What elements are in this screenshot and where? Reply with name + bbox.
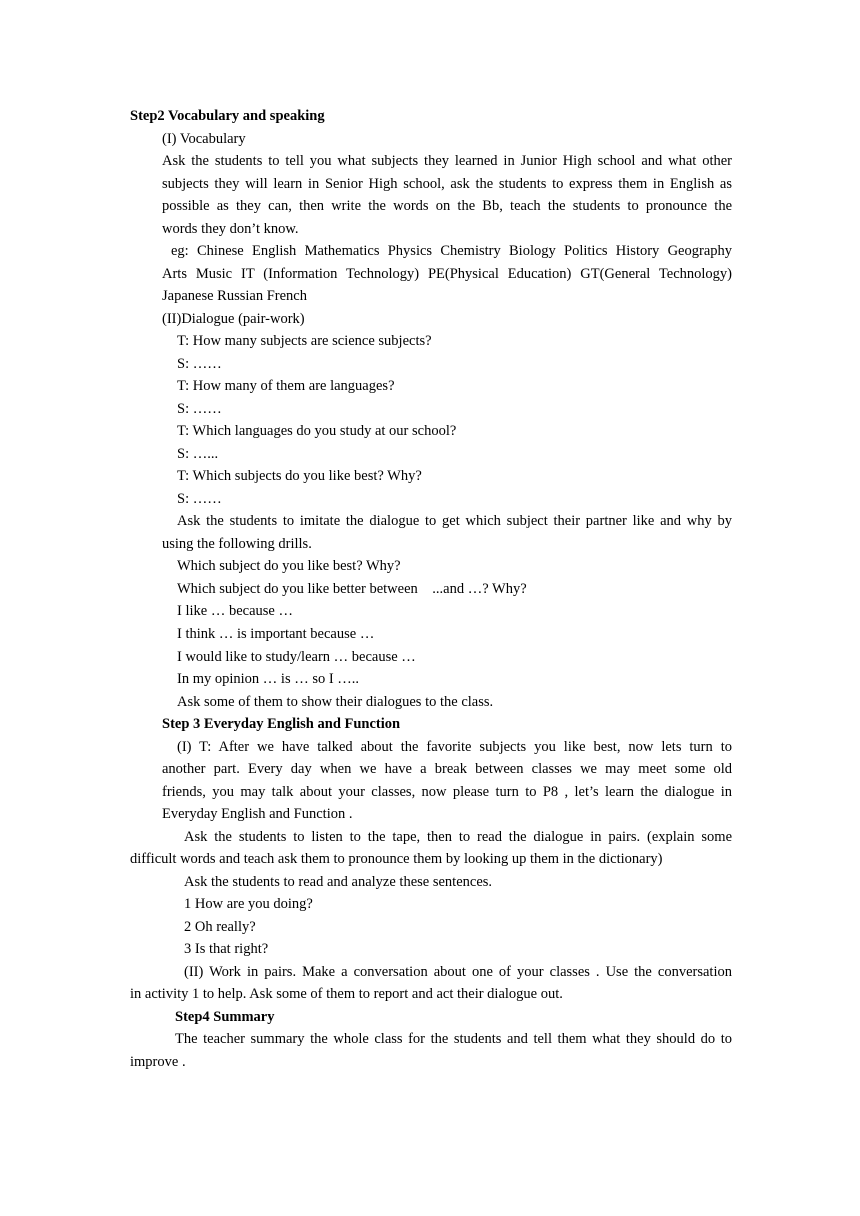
vocabulary-paragraph-line: Ask the students to tell you what subjects they learned in Junior High school and what other xyxy=(162,153,732,169)
drill-line: I would like to study/learn … because … xyxy=(177,649,416,665)
dialogue-line: S: …… xyxy=(177,491,222,507)
vocabulary-paragraph-line: subjects they will learn in Senior High school, ask the students to express them in English as xyxy=(162,176,732,192)
dialogue-line: T: Which languages do you study at our school? xyxy=(177,423,457,439)
pair-work-line: (II) Work in pairs. Make a conversation about one of your classes . Use the conversation xyxy=(184,964,732,980)
dialogue-line: T: How many of them are languages? xyxy=(177,378,395,394)
dialogue-line: S: …... xyxy=(177,446,219,462)
step3-paragraph-line: (I) T: After we have talked about the favorite subjects you like best, now lets turn to xyxy=(177,739,732,755)
listen-instruction-line: Ask the students to listen to the tape, then to read the dialogue in pairs. (explain some xyxy=(184,829,732,845)
summary-paragraph-line: The teacher summary the whole class for the students and tell them what they should do to xyxy=(175,1031,732,1047)
step3-paragraph-line: Everyday English and Function . xyxy=(162,806,353,822)
sentence-item: 3 Is that right? xyxy=(184,941,269,957)
drill-line: I like … because … xyxy=(177,603,293,619)
imitate-instruction-line: using the following drills. xyxy=(162,536,312,552)
vocabulary-paragraph-line: words they don’t know. xyxy=(162,221,299,237)
step3-paragraph-line: another part. Every day when we have a break between classes we may meet some old xyxy=(162,761,732,777)
analyze-instruction: Ask the students to read and analyze these sentences. xyxy=(184,874,493,890)
step3-heading: Step 3 Everyday English and Function xyxy=(162,716,401,732)
summary-paragraph-line: improve . xyxy=(130,1054,186,1070)
dialogue-line: T: Which subjects do you like best? Why? xyxy=(177,468,422,484)
pair-work-line: in activity 1 to help. Ask some of them to report and act their dialogue out. xyxy=(130,986,563,1002)
listen-instruction-line: difficult words and teach ask them to pronounce them by looking up them in the dictionary) xyxy=(130,851,663,867)
sentence-item: 2 Oh really? xyxy=(184,919,256,935)
step2-heading: Step2 Vocabulary and speaking xyxy=(130,108,325,124)
drill-line: Ask some of them to show their dialogues to the class. xyxy=(177,694,494,710)
drill-line: I think … is important because … xyxy=(177,626,375,642)
dialogue-line: S: …… xyxy=(177,401,222,417)
sentence-item: 1 How are you doing? xyxy=(184,896,313,912)
dialogue-line: T: How many subjects are science subjects? xyxy=(177,333,432,349)
drill-line: In my opinion … is … so I ….. xyxy=(177,671,360,687)
dialogue-line: S: …… xyxy=(177,356,222,372)
vocabulary-paragraph-line: possible as they can, then write the words on the Bb, teach the students to pronounce the xyxy=(162,198,732,214)
imitate-instruction-line: Ask the students to imitate the dialogue to get which subject their partner like and why by xyxy=(177,513,732,529)
step3-paragraph-line: friends, you may talk about your classes, now please turn to P8 , let’s learn the dialogue in xyxy=(162,784,732,800)
drill-line: Which subject do you like better between ...and …? Why? xyxy=(177,581,527,597)
example-subjects-line: Arts Music IT (Information Technology) PE(Physical Education) GT(General Technology) xyxy=(162,266,732,282)
example-subjects-line: Japanese Russian French xyxy=(162,288,307,304)
dialogue-label: (II)Dialogue (pair-work) xyxy=(162,311,305,327)
example-subjects-line: eg: Chinese English Mathematics Physics Chemistry Biology Politics History Geography xyxy=(171,243,732,259)
vocabulary-label: (I) Vocabulary xyxy=(162,131,246,147)
step4-heading: Step4 Summary xyxy=(175,1009,275,1025)
drill-line: Which subject do you like best? Why? xyxy=(177,558,401,574)
